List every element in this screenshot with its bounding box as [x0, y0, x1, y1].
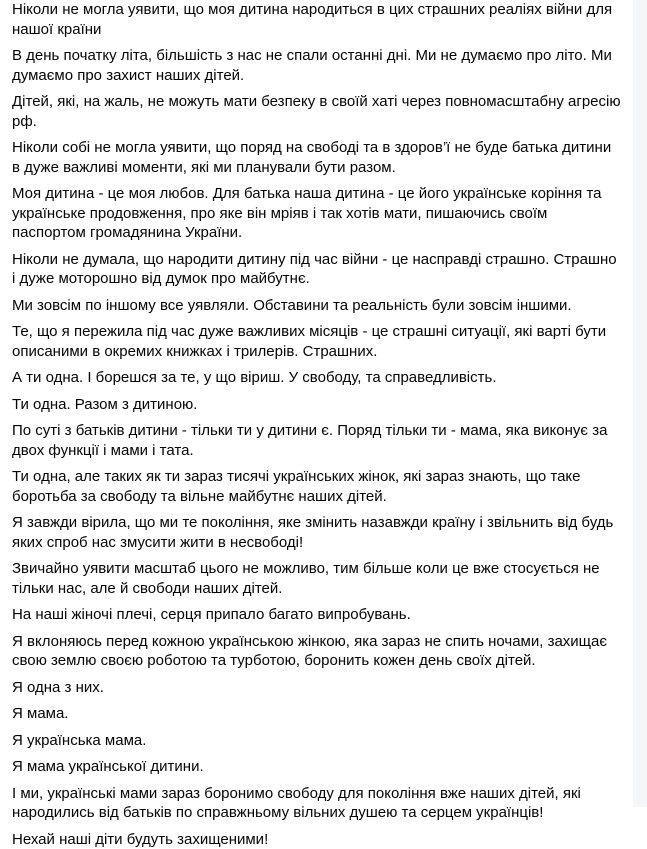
post-paragraph-16: Я вклоняюсь перед кожною українською жінкою, яка зараз не спить ночами, захищає свою землю своєю роботою та турботою, боронить кожен день своїх дітей.	[12, 632, 623, 671]
post-paragraph-19: Я українська мама.	[12, 731, 623, 751]
scrollbar-track[interactable]	[633, 0, 647, 807]
post-paragraph-2: В день початку літа, більшість з нас не спали останні дні. Ми не думаємо про літо. Ми думаємо про захист наших дітей.	[12, 46, 623, 85]
post-paragraph-20: Я мама української дитини.	[12, 757, 623, 777]
post-paragraph-18: Я мама.	[12, 704, 623, 724]
post-paragraph-15: На наші жіночі плечі, серця припало багато випробувань.	[12, 605, 623, 625]
post-paragraph-12: Ти одна, але таких як ти зараз тисячі українських жінок, які зараз знають, що таке боротьба за свободу та вільне майбутнє наших дітей.	[12, 467, 623, 506]
post-paragraph-21: І ми, українські мами зараз боронимо свободу для покоління вже наших дітей, які народились від батьків по справжньому вільних душею та серцем українців!	[12, 784, 623, 823]
post-paragraph-8: Те, що я пережила під час дуже важливих місяців - це страшні ситуації, які варті бути описаними в окремих книжках і трилерів. Страшних.	[12, 322, 623, 361]
post-paragraph-4: Ніколи собі не могла уявити, що поряд на свободі та в здоров’ї не буде батька дитини в дуже важливі моменти, які ми планували бути разом.	[12, 138, 623, 177]
post-paragraph-1: Ніколи не могла уявити, що моя дитина народиться в цих страшних реаліях війни для нашої країни	[12, 0, 623, 39]
post-paragraph-3: Дітей, які, на жаль, не можуть мати безпеку в своїй хаті через повномасштабну агресію рф.	[12, 92, 623, 131]
post-paragraph-10: Ти одна. Разом з дитиною.	[12, 395, 623, 415]
post-paragraph-11: По суті з батьків дитини - тільки ти у дитини є. Поряд тільки ти - мама, яка виконує за двох функції і мами і тата.	[12, 421, 623, 460]
post-paragraph-7: Ми зовсім по іншому все уявляли. Обставини та реальність були зовсім іншими.	[12, 296, 623, 316]
post-paragraph-9: А ти одна. І борешся за те, у що віриш. У свободу, та справедливість.	[12, 368, 623, 388]
post-paragraph-5: Моя дитина - це моя любов. Для батька наша дитина - це його українське коріння та українське продовження, про яке він мріяв і так хотів мати, пишаючись своїм паспортом громадянина України.	[12, 184, 623, 243]
post-paragraph-13: Я завжди вірила, що ми те покоління, яке змінить назавжди країну і звільнить від будь яких спроб нас змусити жити в несвободі!	[12, 513, 623, 552]
post-paragraph-6: Ніколи не думала, що народити дитину під час війни - це насправді страшно. Страшно і дуже моторошно від думок про майбутнє.	[12, 250, 623, 289]
post-paragraph-14: Звичайно уявити масштаб цього не можливо, тим більше коли це вже стосується не тільки нас, але й свободи наших дітей.	[12, 559, 623, 598]
post-paragraph-17: Я одна з них.	[12, 678, 623, 698]
post-paragraph-22: Нехай наші діти будуть захищеними!	[12, 830, 623, 849]
